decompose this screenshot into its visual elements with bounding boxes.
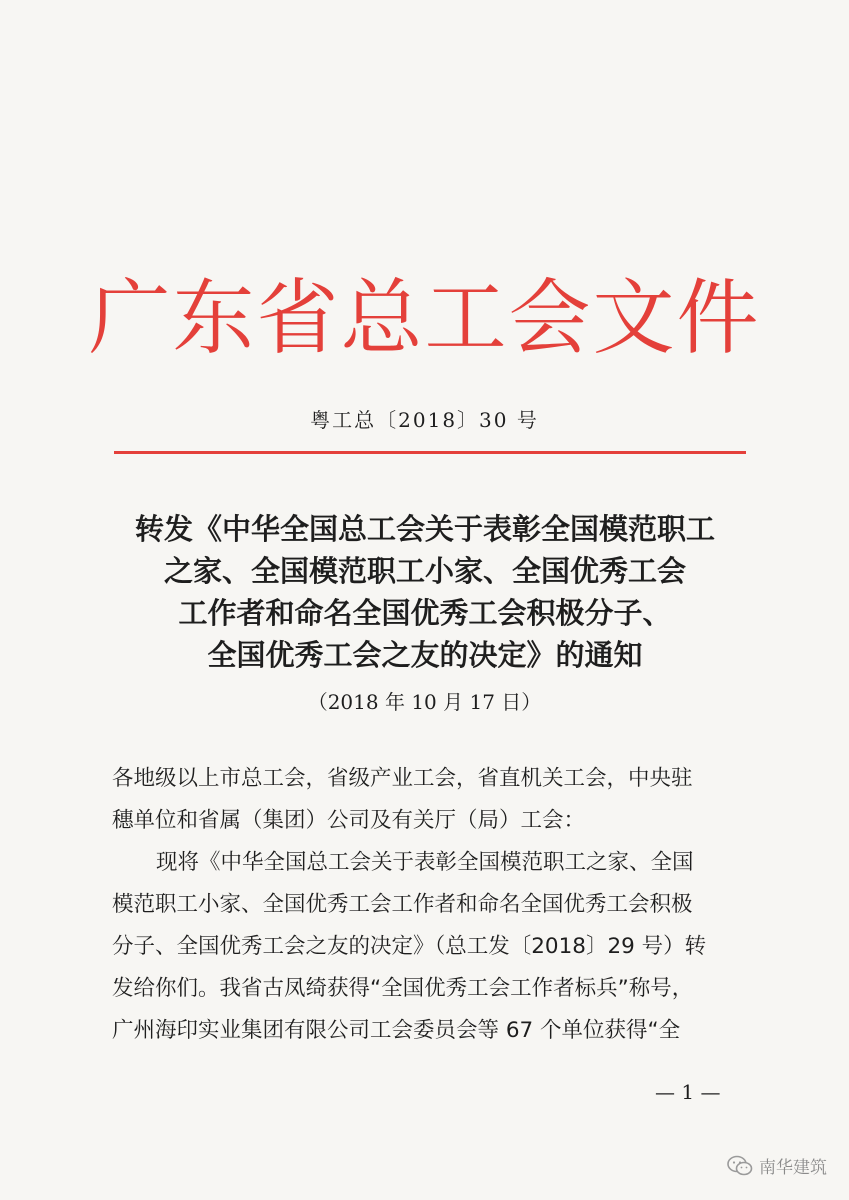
watermark	[727, 1153, 827, 1178]
body-line: 穗单位和省属（集团）公司及有关厅（局）工会：	[112, 808, 586, 833]
notice-title-line: 之家、全国模范职工小家、全国优秀工会	[163, 554, 686, 588]
notice-title	[100, 508, 750, 676]
body-text	[112, 758, 752, 1052]
body-line: 现将《中华全国总工会关于表彰全国模范职工之家、全国	[156, 850, 694, 875]
notice-title-line: 转发《中华全国总工会关于表彰全国模范职工	[134, 512, 715, 546]
issue-date: （2018 年 10 月 17 日）	[307, 690, 542, 714]
wechat-icon	[727, 1155, 753, 1177]
document-header-title: 广东省总工会文件	[88, 271, 761, 366]
body-line: 发给你们。我省古凤绮获得“全国优秀工会工作者标兵”称号，	[112, 976, 694, 1001]
notice-title-line: 全国优秀工会之友的决定》的通知	[207, 638, 643, 672]
notice-title-line: 工作者和命名全国优秀工会积极分子、	[178, 596, 672, 630]
red-divider-line	[114, 451, 746, 454]
document-number: 粤工总〔2018〕30 号	[310, 408, 539, 432]
body-line: 各地级以上市总工会，省级产业工会，省直机关工会，中央驻	[112, 766, 693, 791]
page-number: — 1 —	[655, 1080, 721, 1104]
watermark-text: 南华建筑	[759, 1158, 827, 1178]
body-line: 模范职工小家、全国优秀工会工作者和命名全国优秀工会积极	[112, 892, 693, 917]
body-line: 分子、全国优秀工会之友的决定》（总工发〔2018〕29 号）转	[112, 934, 707, 959]
body-line: 广州海印实业集团有限公司工会委员会等 67 个单位获得“全	[112, 1018, 681, 1043]
